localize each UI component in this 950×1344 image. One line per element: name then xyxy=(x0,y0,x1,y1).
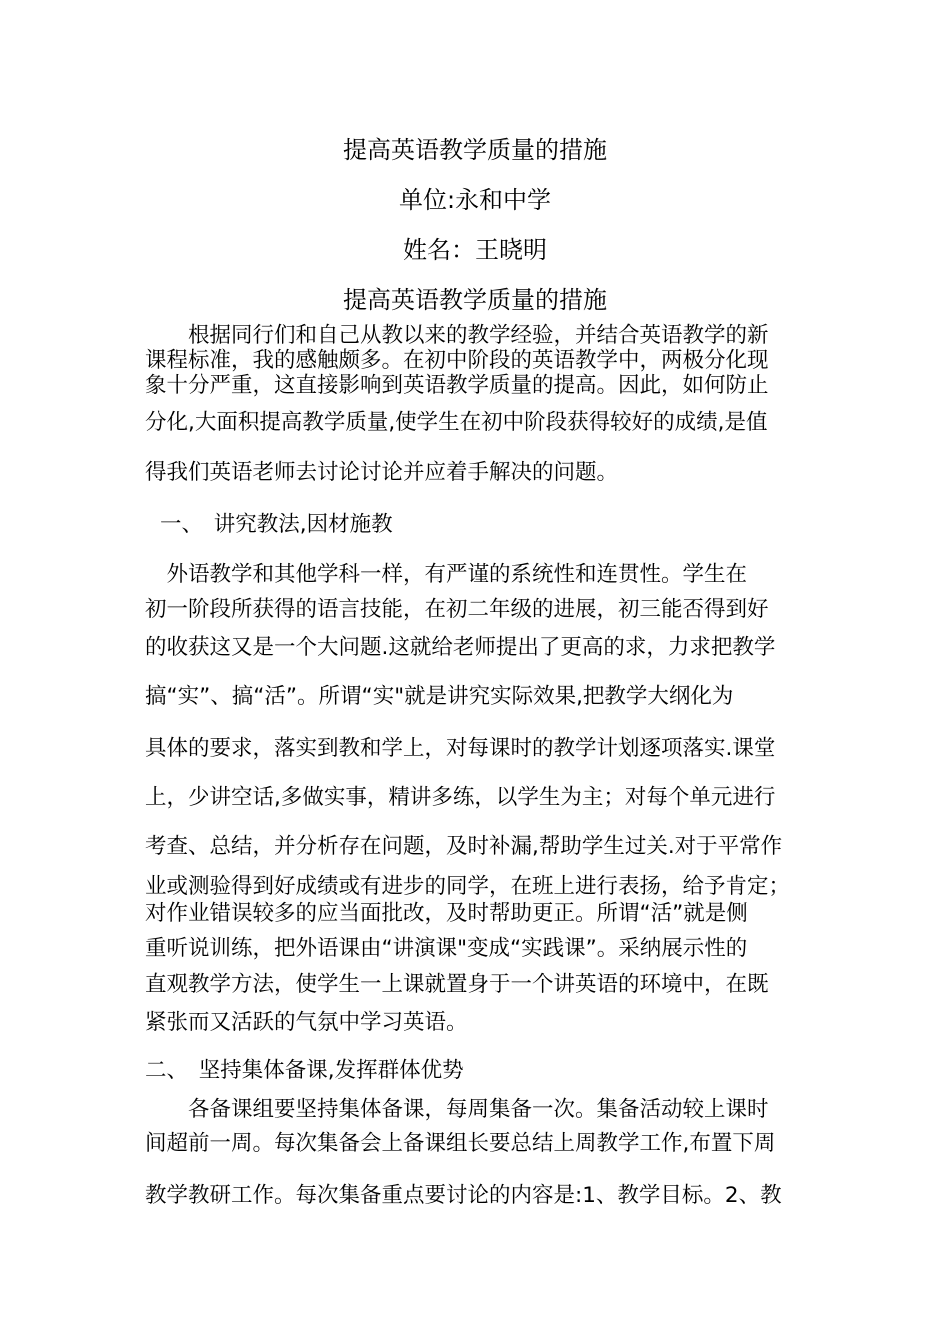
section-heading-1: 一、 讲究教法,因材施教 xyxy=(160,512,393,537)
paragraph-line: 上，少讲空话,多做实事，精讲多练，以学生为主；对每个单元进行 xyxy=(145,785,776,810)
paragraph-line: 初一阶段所获得的语言技能，在初二年级的进展，初三能否得到好 xyxy=(145,597,769,622)
paragraph-line: 教学教研工作。每次集备重点要讨论的内容是:1、教学目标。2、教 xyxy=(145,1183,782,1208)
paragraph-line: 得我们英语老师去讨论讨论并应着手解决的问题。 xyxy=(145,460,619,485)
paragraph-line: 外语教学和其他学科一样，有严谨的系统性和连贯性。学生在 xyxy=(145,562,748,587)
paragraph-line: 具体的要求，落实到教和学上，对每课时的教学计划逐项落实.课堂 xyxy=(145,736,776,761)
document-subtitle: 提高英语教学质量的措施 xyxy=(343,286,607,314)
author-name-line: 姓名：王晓明 xyxy=(403,236,547,264)
paragraph-line: 搞“实”、搞“活”。所谓“实"就是讲究实际效果,把教学大纲化为 xyxy=(145,684,734,709)
document-title: 提高英语教学质量的措施 xyxy=(343,136,607,164)
paragraph-line: 的收获这又是一个大问题.这就给老师提出了更高的求，力求把教学 xyxy=(145,635,776,660)
paragraph-line: 间超前一周。每次集备会上备课组长要总结上周教学工作,布置下周 xyxy=(145,1131,776,1156)
paragraph-line: 各备课组要坚持集体备课，每周集备一次。集备活动较上课时 xyxy=(145,1097,769,1122)
unit-line: 单位:永和中学 xyxy=(398,186,552,214)
paragraph-line: 考查、总结，并分析存在问题，及时补漏,帮助学生过关.对于平常作 xyxy=(145,834,783,859)
paragraph-line: 课程标准，我的感触颇多。在初中阶段的英语教学中，两极分化现 xyxy=(145,348,769,373)
paragraph-line: 业或测验得到好成绩或有进步的同学，在班上进行表扬，给予肯定； xyxy=(145,874,791,899)
paragraph-line: 分化,大面积提高教学质量,使学生在初中阶段获得较好的成绩,是值 xyxy=(145,410,768,435)
paragraph-line: 紧张而又活跃的气氛中学习英语。 xyxy=(145,1010,468,1035)
paragraph-line: 直观教学方法，使学生一上课就置身于一个讲英语的环境中，在既 xyxy=(145,972,769,997)
section-heading-2: 二、 坚持集体备课,发挥群体优势 xyxy=(145,1058,464,1083)
paragraph-line: 对作业错误较多的应当面批改，及时帮助更正。所谓“活”就是侧 xyxy=(145,901,748,926)
paragraph-line: 象十分严重，这直接影响到英语教学质量的提高。因此，如何防止 xyxy=(145,373,769,398)
paragraph-line: 根据同行们和自己从教以来的教学经验，并结合英语教学的新 xyxy=(145,323,769,348)
paragraph-line: 重听说训练，把外语课由“讲演课"变成“实践课”。采纳展示性的 xyxy=(145,936,748,961)
